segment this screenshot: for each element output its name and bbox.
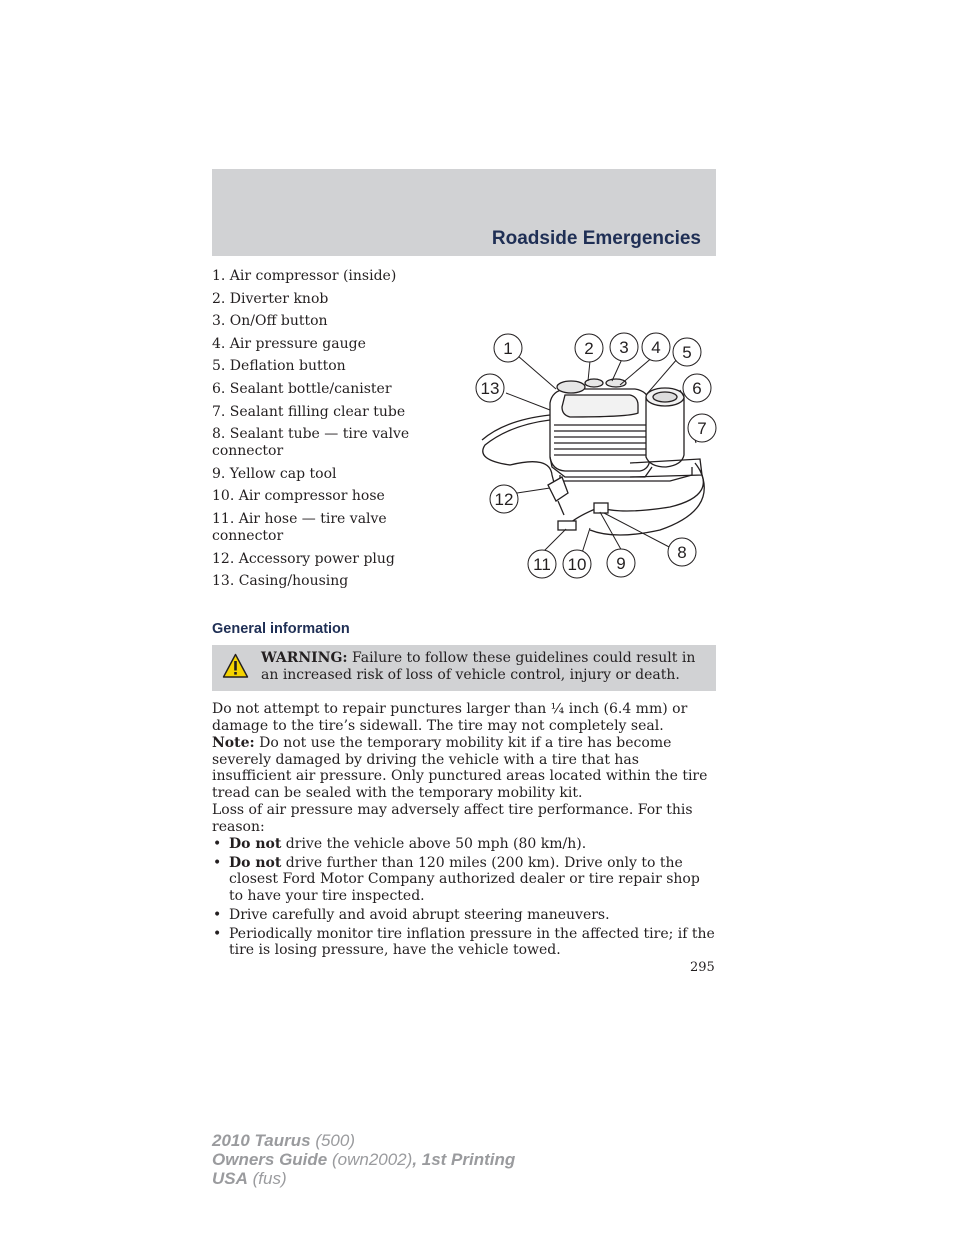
callout-label: 1 bbox=[503, 339, 513, 358]
list-item: • Periodically monitor tire inflation pressure in the affected tire; if the tire is losing pressure, have the vehicle towed. bbox=[212, 926, 716, 959]
warning-message: Failure to follow these guidelines could result in an increased risk of loss of vehicle control, injury or death. bbox=[261, 650, 696, 683]
warning-box bbox=[212, 645, 716, 691]
paragraph: Loss of air pressure may adversely affect tire performance. For this reason: bbox=[212, 802, 693, 835]
warning-triangle-icon bbox=[222, 653, 249, 679]
callout-label: 6 bbox=[692, 379, 702, 398]
note-label: Note: bbox=[212, 735, 255, 751]
callout-label: 8 bbox=[677, 543, 687, 562]
note-text: Do not use the temporary mobility kit if a tire has become severely damaged by driving the vehicle with a tire that has insufficient air pressure. Only punctured areas located within the tire tread can be sealed with the temporary mobility kit. bbox=[212, 735, 708, 801]
callout-label: 9 bbox=[616, 554, 626, 573]
bullet-list bbox=[212, 836, 716, 959]
list-item: 1. Air compressor (inside) bbox=[212, 268, 397, 284]
callout-label: 2 bbox=[584, 339, 594, 358]
footer-line: Owners Guide (own2002), 1st Printing bbox=[212, 1150, 516, 1169]
callout-label: 3 bbox=[619, 338, 629, 357]
list-item: 2. Diverter knob bbox=[212, 290, 329, 307]
list-item: 6. Sealant bottle/canister bbox=[212, 380, 392, 397]
note-paragraph bbox=[212, 735, 716, 801]
callout-label: 4 bbox=[651, 338, 661, 357]
list-item: 12. Accessory power plug bbox=[212, 550, 395, 567]
footer bbox=[212, 1131, 515, 1188]
list-item: 11. Air hose — tire valve connector bbox=[212, 510, 387, 544]
callout-label: 5 bbox=[682, 343, 692, 362]
warning-label: WARNING: bbox=[261, 650, 348, 666]
list-item: 8. Sealant tube — tire valve connector bbox=[212, 426, 410, 460]
parts-list bbox=[212, 268, 462, 596]
list-item: • Do not drive further than 120 miles (200 km). Drive only to the closest Ford Motor Company authorized dealer or tire repair shop to have your tire inspected. bbox=[212, 855, 716, 905]
list-item: 4. Air pressure gauge bbox=[212, 335, 366, 352]
footer-line: USA (fus) bbox=[212, 1169, 287, 1188]
compressor-illustration bbox=[482, 379, 707, 535]
callout-label: 10 bbox=[567, 555, 587, 574]
callout-label: 11 bbox=[533, 555, 551, 574]
footer-line: 2010 Taurus (500) bbox=[212, 1131, 356, 1150]
list-item: 13. Casing/housing bbox=[212, 573, 349, 590]
callout-label: 7 bbox=[697, 419, 707, 438]
warning-text bbox=[261, 650, 709, 683]
list-item: 3. On/Off button bbox=[212, 313, 328, 330]
list-item: • Drive carefully and avoid abrupt steering maneuvers. bbox=[212, 907, 716, 924]
list-item: 5. Deflation button bbox=[212, 358, 346, 375]
list-item: 7. Sealant filling clear tube bbox=[212, 403, 406, 420]
callout-label: 13 bbox=[480, 379, 500, 398]
body-text bbox=[212, 701, 716, 961]
list-item: 9. Yellow cap tool bbox=[212, 465, 337, 482]
section-title: Roadside Emergencies bbox=[491, 228, 701, 249]
section-heading: General information bbox=[212, 621, 350, 637]
header-band bbox=[212, 169, 716, 256]
list-item: 10. Air compressor hose bbox=[212, 488, 385, 505]
paragraph: Do not attempt to repair punctures larger than ¼ inch (6.4 mm) or damage to the tire’s sidewall. The tire may not completely seal. bbox=[212, 701, 688, 734]
page-number: 295 bbox=[690, 960, 715, 975]
list-item: • Do not drive the vehicle above 50 mph (80 km/h). bbox=[212, 836, 716, 853]
callout-label: 12 bbox=[494, 490, 514, 509]
compressor-diagram bbox=[470, 325, 720, 585]
